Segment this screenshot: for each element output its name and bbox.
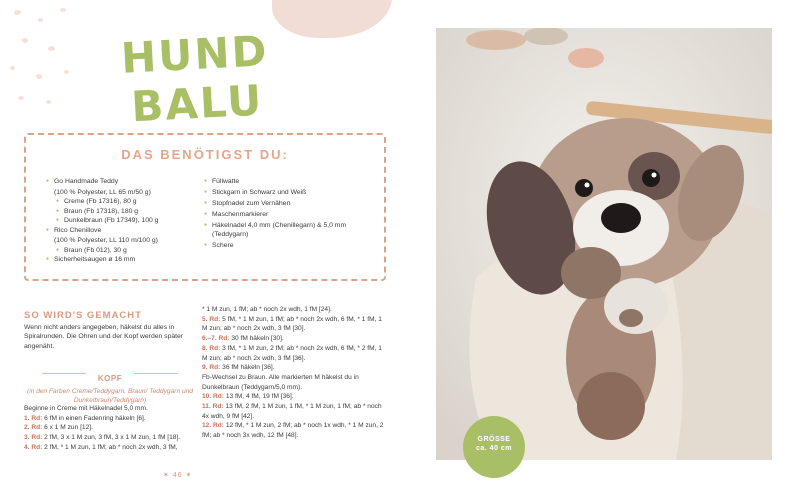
material-item: ● Braun (Fb 17318), 180 g [46, 207, 216, 216]
pattern-row [202, 392, 388, 402]
divider [134, 373, 178, 374]
decorative-dot [14, 10, 21, 15]
row-text: Beginne in Creme mit Häkelnadel 5,0 mm. [24, 405, 148, 412]
row-text: 13 fM, 4 fM, 19 fM [36]. [223, 393, 294, 401]
material-item: ● Stickgarn in Schwarz und Weiß [204, 188, 369, 197]
decorative-dot [36, 74, 42, 79]
pattern-row [202, 421, 388, 440]
material-item: ● Sicherheitsaugen ø 16 mm [46, 255, 216, 264]
pattern-row [202, 373, 388, 392]
decorative-dot [10, 66, 15, 70]
size-badge-label: GRÖSSE [477, 436, 511, 443]
decorative-dot [38, 18, 43, 22]
row-text: * 1 M zun, 1 fM; ab * noch 2x wdh, 1 fM [24]. [202, 306, 332, 313]
material-item: ● Stopfnadel zum Vernähen [204, 199, 369, 208]
row-text: 2 fM, * 1 M zun, 1 fM; ab * noch 2x wdh, 3 fM, [42, 443, 178, 451]
materials-list-left [46, 177, 216, 266]
material-item: ● Dunkelbraun (Fb 17349), 100 g [46, 216, 216, 225]
row-label: 6.–7. Rd: [202, 335, 230, 343]
pattern-row [202, 363, 388, 373]
material-item: ● Braun (Fb 012), 30 g [46, 246, 216, 255]
dog-plush-illustration [436, 28, 772, 460]
page-number: ✶ 46 ✶ [163, 472, 193, 479]
row-label: 1. Rd: [24, 414, 43, 422]
section-intro: Wenn nicht anders angegeben, häkelst du alles in Spiralrunden. Die Ohren und der Kopf werden später angenäht. [24, 324, 184, 350]
row-label: 8. Rd: [202, 344, 221, 352]
page-title: HUND BALU [119, 26, 270, 132]
material-item: ● Go Handmade Teddy [46, 177, 216, 186]
row-label: 12. Rd: [202, 422, 224, 430]
size-badge-value: ca. 40 cm [475, 445, 513, 452]
row-text: 12 fM, * 1 M zun, 2 fM; ab * noch 1x wdh, * 1 M zun, 2 fM; ab * noch 3x wdh, 12 fM [48]. [202, 422, 384, 440]
decorative-dot [64, 70, 69, 74]
row-label: 4. Rd: [24, 443, 43, 451]
decorative-dot [22, 38, 28, 43]
pattern-row [202, 305, 388, 315]
kopf-header [24, 368, 196, 405]
material-item: ● Schere [204, 241, 369, 250]
row-text: 3 fM, * 1 M zun, 2 fM; ab * noch 2x wdh, 6 fM, * 2 fM, 1 M zun; ab * noch 2x wdh, 3 fM [36]. [202, 344, 382, 362]
pattern-row [24, 423, 202, 433]
material-item: ● Maschenmarkierer [204, 210, 369, 219]
pattern-row [202, 344, 388, 363]
row-label: 10. Rd: [202, 393, 224, 401]
pattern-rows-col2 [202, 305, 388, 441]
row-text: 36 fM häkeln [36]. [220, 364, 275, 372]
row-text: 30 fM häkeln [30]. [229, 335, 284, 343]
decorative-dot [48, 46, 55, 51]
row-text: 2 fM, 3 x 1 M zun, 3 fM, 3 x 1 M zun, 1 fM [18]. [42, 434, 181, 442]
row-label: 2. Rd: [24, 424, 43, 432]
pattern-row [202, 315, 388, 334]
pattern-row [24, 443, 202, 453]
row-label: 3. Rd: [24, 434, 43, 442]
section-heading: SO WIRD'S GEMACHT [24, 310, 142, 321]
material-item: ● Häkelnadel 4,0 mm (Chenillegarn) & 5,0 mm (Teddygarn) [204, 221, 369, 240]
material-item: ● Creme (Fb 17316), 80 g [46, 197, 216, 206]
material-item: ● Rico Chenillove [46, 226, 216, 235]
size-badge [463, 416, 525, 478]
row-text: 6 x 1 M zun [12]. [42, 424, 93, 432]
material-item: (100 % Polyester, LL 65 m/50 g) [54, 188, 151, 196]
page-number-value: 46 [172, 472, 183, 479]
pattern-row [202, 402, 388, 421]
kopf-subtitle: (in den Farben Creme/Teddygarn, Braun/ Teddygarn und Dunkelbraun/Teddygarn) [27, 388, 193, 404]
materials-list-right [204, 177, 369, 252]
materials-heading: DAS BENÖTIGST DU: [121, 147, 289, 162]
kopf-heading: KOPF [97, 374, 123, 383]
row-label: 11. Rd: [202, 403, 224, 411]
row-text: 5 fM, * 1 M zun, 1 fM; ab * noch 2x wdh, 6 fM, * 1 fM, 1 M zun; ab * noch 2x wdh, 3 fM [30]. [202, 315, 382, 333]
decorative-dot [46, 100, 51, 104]
row-text: Fb-Wechsel zu Braun. Alle markierten M häkelst du in Dunkelbraun (Teddygarn/5,0 mm). [202, 373, 359, 391]
pattern-rows-col1 [24, 404, 202, 453]
row-text: 6 fM in einen Fadenring häkeln [6]. [42, 414, 146, 422]
materials-box [24, 133, 386, 281]
pattern-row [24, 404, 202, 414]
row-text: 13 fM, 2 fM, 1 M zun, 1 fM, * 1 M zun, 1 fM; ab * noch 4x wdh, 9 fM [42]. [202, 403, 382, 420]
divider [42, 373, 86, 374]
decorative-dot [60, 8, 66, 12]
pattern-row [24, 414, 202, 424]
dog-plush-photo [436, 28, 772, 460]
decorative-dot [18, 96, 24, 100]
pattern-row [24, 433, 202, 443]
row-label: 5. Rd: [202, 315, 221, 323]
row-label: 9. Rd: [202, 364, 221, 372]
material-item: ● Füllwatte [204, 177, 369, 186]
pattern-row [202, 334, 388, 344]
material-item: (100 % Polyester, LL 110 m/100 g) [54, 237, 158, 245]
